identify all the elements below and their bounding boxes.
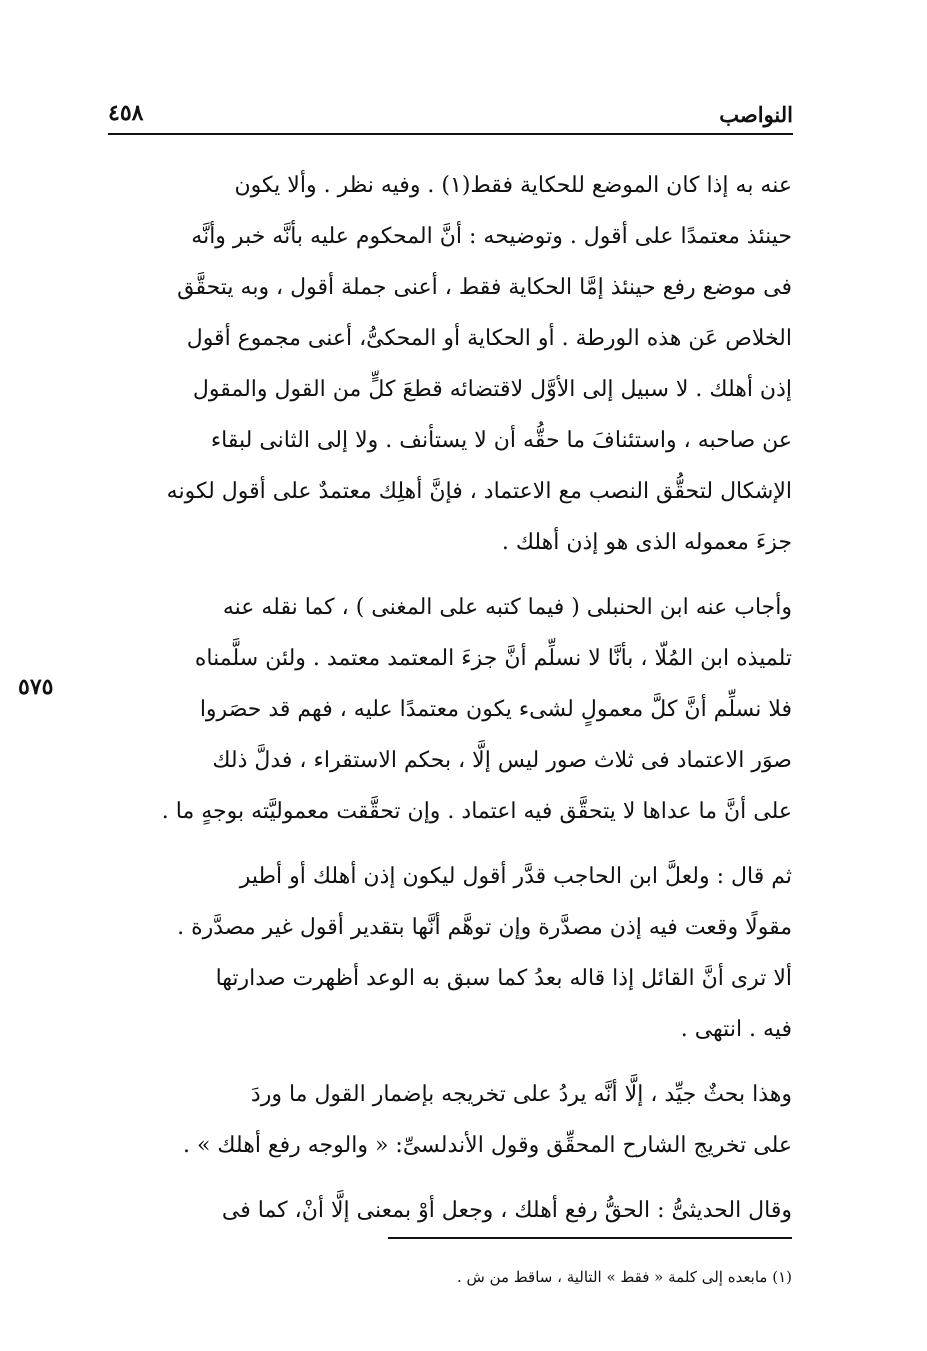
margin-number: ٥٧٥: [18, 674, 54, 700]
text-line: وقال الحديثىُّ : الحقُّ رفع أهلك ، وجعل أوْ بمعنى إلَّا أنْ، كما فى: [221, 1198, 792, 1223]
chapter-title: النواصب: [719, 102, 793, 127]
text-line: فلا نسلِّم أنَّ كلَّ معمولٍ لشىء يكون معتمدًا عليه ، فهم قد حصَروا: [199, 697, 792, 722]
text-line: على أنَّ ما عداها لا يتحقَّق فيه اعتماد . وإن تحقَّقت معموليَّته بوجهٍ ما .: [161, 799, 792, 824]
text-line: تلميذه ابن المُلّا ، بأنَّا لا نسلِّم أنَّ جزءَ المعتمد معتمد . ولئن سلَّمناه: [194, 646, 792, 671]
text-line: على تخريج الشارح المحقِّق وقول الأندلسىِّ: « والوجه رفع أهلك » .: [182, 1133, 792, 1158]
paragraph-1: [112, 160, 792, 568]
text-line: عن صاحبه ، واستئنافَ ما حقُّه أن لا يستأنف . ولا إلى الثانى لبقاء: [210, 428, 792, 453]
text-line: جزءَ معموله الذى هو إذن أهلك .: [501, 530, 792, 555]
text-line: ألا ترى أنَّ القائل إذا قاله بعدُ كما سبق به الوعد أظهرت صدارتها: [215, 966, 792, 991]
footnote: (١) مابعده إلى كلمة « فقط » التالية ، ساقط من ش .: [456, 1268, 792, 1286]
paragraph-4: [112, 1069, 792, 1171]
paragraph-3: [112, 851, 792, 1055]
text-line: وأجاب عنه ابن الحنبلى ( فيما كتبه على المغنى ) ، كما نقله عنه: [222, 595, 792, 620]
body-text: [112, 160, 792, 1236]
text-line: مقولًا وقعت فيه إذن مصدَّرة وإن توهَّم أنَّها بتقدير أقول غير مصدَّرة .: [177, 915, 792, 940]
text-line: حينئذ معتمدًا على أقول . وتوضيحه : أنَّ المحكوم عليه بأنَّه خبر وأنَّه: [191, 224, 792, 249]
text-line: فى موضع رفع حينئذ إمَّا الحكاية فقط ، أعنى جملة أقول ، وبه يتحقَّق: [177, 275, 792, 300]
text-line: وهذا بحثٌ جيِّد ، إلَّا أنَّه يردُ على تخريجه بإضمار القول ما وردَ: [250, 1082, 792, 1107]
text-line: الإشكال لتحقُّق النصب مع الاعتماد ، فإنَّ أهلِك معتمدٌ على أقول لكونه: [166, 479, 792, 504]
text-line: عنه به إذا كان الموضع للحكاية فقط(١) . وفيه نظر . وألا يكون: [234, 173, 792, 198]
text-line: إذن أهلك . لا سبيل إلى الأوَّل لاقتضائه قطعَ كلٍّ من القول والمقول: [192, 377, 792, 402]
text-line: صوَر الاعتماد فى ثلاث صور ليس إلَّا ، بحكم الاستقراء ، فدلَّ ذلك: [212, 748, 792, 773]
footnote-rule: [388, 1237, 792, 1239]
page-number: ٤٥٨: [108, 100, 144, 126]
text-line: فيه . انتهى .: [680, 1017, 792, 1042]
paragraph-5: [112, 1185, 792, 1236]
text-line: الخلاص عَن هذه الورطة . أو الحكاية أو المحكىُّ، أعنى مجموع أقول: [186, 326, 792, 351]
header-rule: [108, 133, 793, 135]
text-line: ثم قال : ولعلَّ ابن الحاجب قدَّر أقول ليكون إذن أهلك أو أطير: [239, 864, 792, 889]
paragraph-2: [112, 582, 792, 837]
page-header: [108, 92, 793, 132]
